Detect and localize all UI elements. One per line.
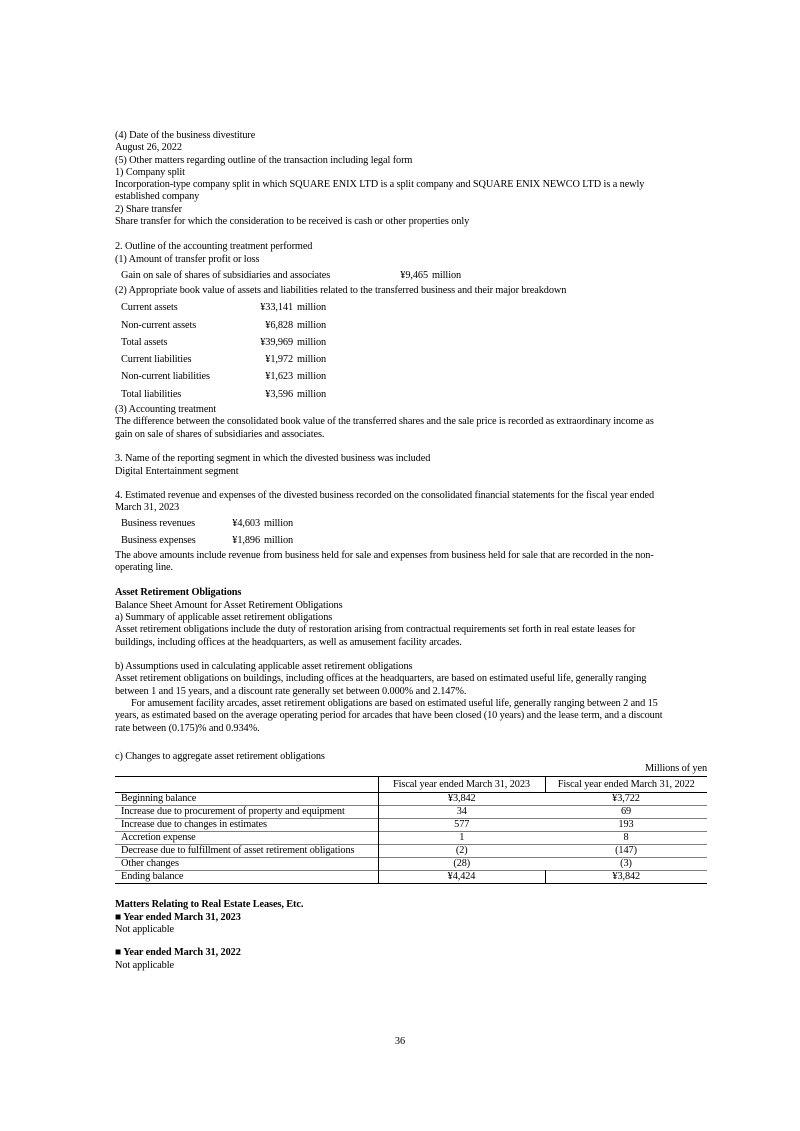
doc-line: Not applicable [115, 924, 174, 936]
table-header-fy2023: Fiscal year ended March 31, 2023 [378, 777, 545, 793]
row-label: Ending balance [115, 871, 378, 884]
amount-row [115, 299, 707, 316]
amount-row [115, 269, 707, 283]
amount-row [115, 532, 707, 550]
row-label: Decrease due to fulfillment of asset retirement obligations [115, 845, 378, 858]
fy2022-value: 8 [623, 832, 629, 844]
sub-heading: ■ Year ended March 31, 2022 [115, 947, 241, 959]
table-units-label: Millions of yen [645, 763, 707, 775]
amount-value: ¥1,623 [265, 371, 293, 383]
amount-value: ¥1,896 [232, 535, 260, 547]
table-row [115, 832, 707, 845]
fy2022-value: 193 [618, 819, 634, 831]
doc-line: Incorporation-type company split in which SQUARE ENIX LTD is a split company and SQUARE ENIX NEWCO LTD is a newly [115, 179, 645, 191]
doc-line: operating line. [115, 562, 173, 574]
doc-line: 2) Share transfer [115, 203, 182, 215]
fy2022-value: ¥3,722 [612, 793, 640, 805]
amount-unit: million [297, 354, 327, 366]
amount-label: Business revenues [121, 517, 196, 529]
amount-value: ¥33,141 [260, 302, 293, 314]
doc-line: established company [115, 191, 200, 203]
amount-unit: million [264, 535, 294, 547]
doc-line: a) Summary of applicable asset retirement obligations [115, 611, 333, 623]
table-row [115, 819, 707, 832]
row-label: Beginning balance [115, 793, 378, 806]
doc-line: rate between (0.175)% and 0.934%. [115, 722, 260, 734]
doc-line: between 1 and 15 years, and a discount rate generally set between 0.000% and 2.147%. [115, 685, 467, 697]
fy2022-value: (147) [615, 845, 637, 857]
amount-value: ¥1,972 [265, 354, 293, 366]
doc-line: The difference between the consolidated book value of the transferred shares and the sale price is recorded as extraordinary income as [115, 416, 654, 428]
sub-heading: (2) Appropriate book value of assets and liabilities related to the transferred business and their major breakdown [115, 284, 567, 296]
amount-unit: million [297, 336, 327, 348]
table-row [115, 806, 707, 819]
fy2023-value: (2) [455, 845, 468, 857]
aro-changes-table [115, 776, 707, 884]
fy2023-value: 34 [456, 806, 467, 818]
doc-line: Balance Sheet Amount for Asset Retirement Obligations [115, 599, 343, 611]
section-title: Asset Retirement Obligations [115, 587, 242, 599]
doc-line: Not applicable [115, 959, 174, 971]
fy2022-value: 69 [620, 806, 632, 818]
amount-value: ¥3,596 [265, 388, 293, 400]
section-heading: 4. Estimated revenue and expenses of the divested business recorded on the consolidated financial statements for the fiscal year ended [115, 490, 655, 502]
amount-label: Business expenses [121, 535, 196, 547]
fy2023-value: ¥4,424 [378, 871, 545, 884]
amount-unit: million [297, 388, 327, 400]
amount-value: ¥9,465 [400, 269, 428, 281]
doc-line: Asset retirement obligations include the duty of restoration arising from contractual requirements set forth in real estate leases for [115, 624, 636, 636]
section-heading: 3. Name of the reporting segment in which the divested business was included [115, 453, 431, 465]
fy2022-value: ¥3,842 [612, 871, 641, 883]
doc-line: (5) Other matters regarding outline of the transaction including legal form [115, 154, 413, 166]
table-row [115, 858, 707, 871]
table-header-blank [115, 777, 378, 793]
section-heading: 2. Outline of the accounting treatment performed [115, 241, 313, 253]
amount-label: Total liabilities [121, 388, 182, 400]
doc-line: March 31, 2023 [115, 502, 180, 514]
fy2023-value: (28) [453, 858, 471, 870]
sub-heading: b) Assumptions used in calculating applicable asset retirement obligations [115, 661, 413, 673]
amount-row [115, 368, 707, 385]
fy2023-value: ¥3,842 [447, 793, 476, 805]
amount-unit: million [297, 302, 327, 314]
doc-line: 1) Company split [115, 166, 185, 178]
amount-label: Non-current assets [121, 319, 197, 331]
sub-heading: (1) Amount of transfer profit or loss [115, 253, 260, 265]
doc-line: Digital Entertainment segment [115, 465, 239, 477]
doc-line: gain on sale of shares of subsidiaries and associates. [115, 428, 325, 440]
table-row [115, 793, 707, 806]
sub-heading: ■ Year ended March 31, 2023 [115, 911, 241, 923]
table-row [115, 845, 707, 858]
amount-row [115, 386, 707, 403]
doc-line: Asset retirement obligations on buildings, including offices at the headquarters, are based on estimated useful life, generally ranging [115, 673, 647, 685]
page-content [115, 130, 707, 972]
table-header-row [115, 777, 707, 793]
row-label: Increase due to procurement of property and equipment [115, 806, 378, 819]
amount-unit: million [297, 371, 327, 383]
sub-heading: (3) Accounting treatment [115, 404, 217, 416]
amount-row [115, 317, 707, 334]
doc-line: buildings, including offices at the headquarters, as well as amusement facility arcades. [115, 636, 462, 648]
amount-unit: million [297, 319, 327, 331]
amount-label: Non-current liabilities [121, 371, 210, 383]
amount-value: ¥39,969 [260, 336, 293, 348]
page-number: 36 [394, 1036, 406, 1047]
amount-row [115, 515, 707, 533]
doc-line: For amusement facility arcades, asset retirement obligations are based on estimated useful life, generally ranging between 2 and 15 [131, 697, 658, 709]
doc-line: (4) Date of the business divestiture [115, 130, 256, 141]
amount-unit: million [264, 517, 294, 529]
fy2023-value: 1 [459, 832, 465, 844]
row-label: Other changes [115, 858, 378, 871]
amount-row [115, 351, 707, 368]
amount-value: ¥6,828 [265, 319, 293, 331]
doc-line: The above amounts include revenue from business held for sale and expenses from business held for sale that are recorded in the non- [115, 549, 654, 561]
doc-line: years, as estimated based on the average operating period for arcades that have been closed (10 years) and the lease term, and a discount [115, 710, 663, 722]
fy2022-value: (3) [620, 858, 632, 870]
amount-value: ¥4,603 [232, 517, 260, 529]
amount-label: Gain on sale of shares of subsidiaries and associates [121, 269, 331, 281]
row-label: Accretion expense [115, 832, 378, 845]
row-label: Increase due to changes in estimates [115, 819, 378, 832]
doc-line: Share transfer for which the consideration to be received is cash or other properties only [115, 216, 470, 228]
fy2023-value: 577 [454, 819, 470, 831]
table-header-fy2022: Fiscal year ended March 31, 2022 [557, 779, 695, 791]
section-title: Matters Relating to Real Estate Leases, Etc. [115, 899, 304, 911]
amount-row [115, 334, 707, 351]
sub-heading: c) Changes to aggregate asset retirement obligations [115, 750, 325, 762]
amount-label: Current liabilities [121, 354, 192, 366]
amount-label: Current assets [121, 302, 178, 314]
amount-label: Total assets [121, 336, 168, 348]
amount-unit: million [432, 269, 462, 281]
doc-line: August 26, 2022 [115, 142, 182, 154]
table-row [115, 871, 707, 884]
